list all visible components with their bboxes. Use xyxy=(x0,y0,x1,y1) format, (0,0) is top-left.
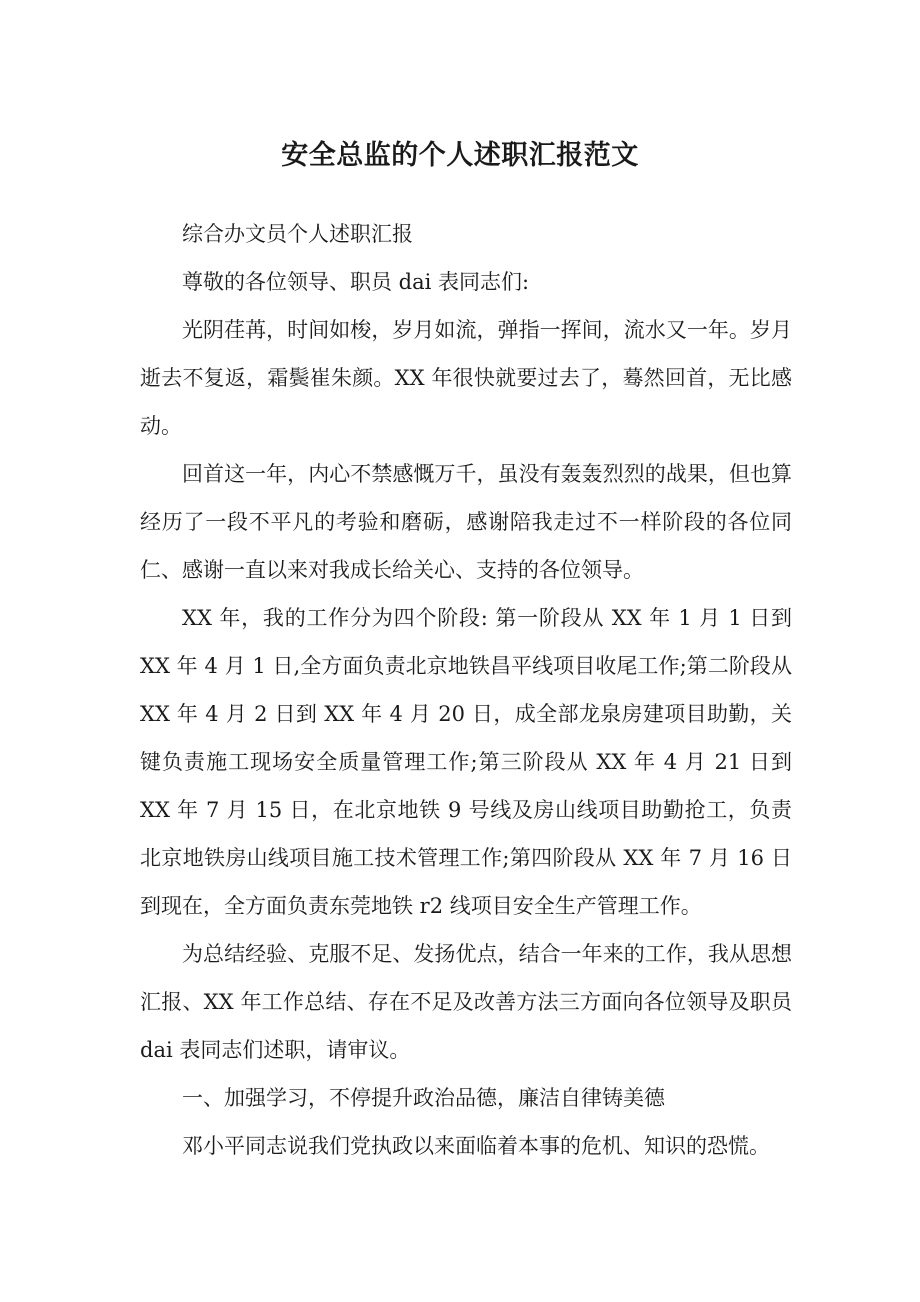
subtitle-paragraph: 综合办文员个人述职汇报 xyxy=(182,222,413,246)
section-heading: 一、加强学习，不停提升政治品德，廉洁自律铸美德 xyxy=(182,1086,665,1110)
body-paragraph: 回首这一年，内心不禁感慨万千，虽没有轰轰烈烈的战果，但也算经历了一段不平凡的考验和磨砺，感谢陪我走过不一样阶段的各位同仁、感谢一直以来对我成长给关心、支持的各位领导。 xyxy=(140,462,792,582)
document-title: 安全总监的个人述职汇报范文 xyxy=(281,140,639,172)
body-paragraph: 光阴荏苒，时间如梭，岁月如流，弹指一挥间，流水又一年。岁月逝去不复返，霜鬓崔朱颜。XX 年很快就要过去了，蓦然回首，无比感动。 xyxy=(140,318,792,438)
body-paragraph: 邓小平同志说我们党执政以来面临着本事的危机、知识的恐慌。 xyxy=(182,1134,770,1158)
body-paragraph: XX 年，我的工作分为四个阶段: 第一阶段从 XX 年 1 月 1 日到 XX 年 4 月 1 日,全方面负责北京地铁昌平线项目收尾工作;第二阶段从 XX 年 4 月 2 日到 XX 年 4 月 20 日，成全部龙泉房建项目助勤，关键负责施工现场安全质量管理工作;第三阶段从 XX 年 4 月 21 日到 XX 年 7 月 15 日，在北京地铁 9 号线及房山线项目助勤抢工，负责北京地铁房山线项目施工技术管理工作;第四阶段从 XX 年 7 月 16 日到现在，全方面负责东莞地铁 r2 线项目安全生产管理工作。 xyxy=(140,606,792,918)
salutation-paragraph: 尊敬的各位领导、职员 dai 表同志们: xyxy=(182,270,530,294)
document-body xyxy=(140,210,792,1170)
body-paragraph: 为总结经验、克服不足、发扬优点，结合一年来的工作，我从思想汇报、XX 年工作总结、存在不足及改善方法三方面向各位领导及职员 dai 表同志们述职，请审议。 xyxy=(140,942,792,1062)
